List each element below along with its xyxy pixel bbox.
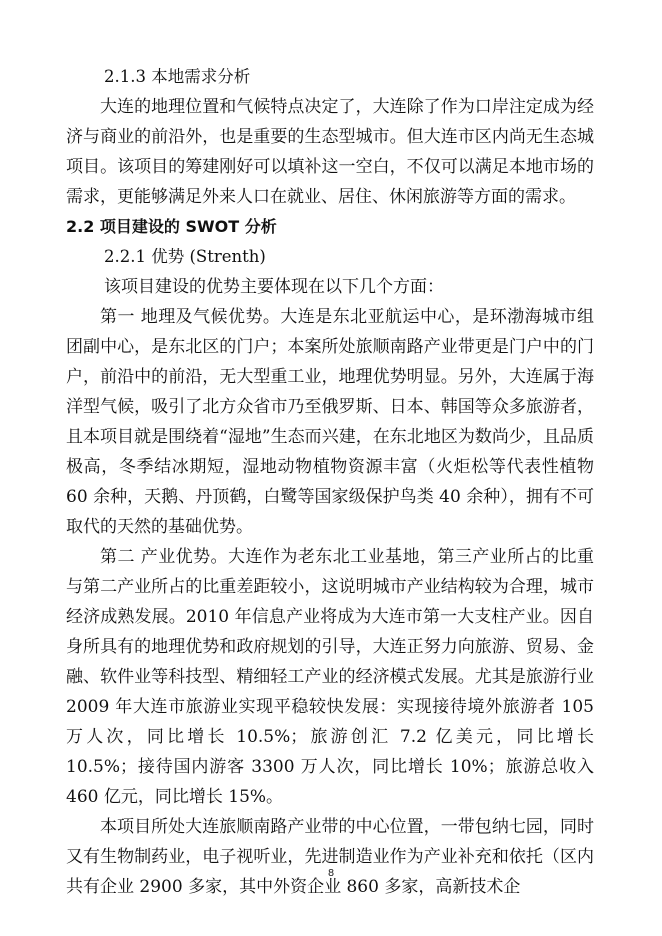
industry-paragraph: 第二 产业优势。大连作为老东北工业基地，第三产业所占的比重与第二产业所占的比重差距较小，这说明城市产业结构较为合理，城市经济成熟发展。2010 年信息产业将成为大连市第一大支柱产业。因自身所具有的地理优势和政府规划的引导，大连正努力向旅游、贸易、金融、软件业等科技型、精细轻工产业的经济模式发展。尤其是旅游行业 2009 年大连市旅游业实现平稳较快发展：实现接待境外旅游者 105 万人次，同比增长 10.5%；旅游创汇 7.2 亿美元，同比增长 10.5%；接待国内游客 3300 万人次，同比增长 10%；旅游总收入 460 亿元，同比增长 15%。 (66, 547, 594, 807)
local-demand-paragraph: 大连的地理位置和气候特点决定了，大连除了作为口岸注定成为经济与商业的前沿外，也是重要的生态型城市。但大连市区内尚无生态城项目。该项目的筹建刚好可以填补这一空白，不仅可以满足本地市场的需求，更能够满足外来人口在就业、居住、休闲旅游等方面的需求。 (66, 97, 594, 207)
page-content (66, 62, 594, 902)
geography-climate-paragraph: 第一 地理及气候优势。大连是东北亚航运中心，是环渤海城市组团副中心，是东北区的门户；本案所处旅顺南路产业带更是门户中的门户，前沿中的前沿，无大型重工业，地理优势明显。另外，大连属于海洋型气候，吸引了北方众省市乃至俄罗斯、日本、韩国等众多旅游者，且本项目就是围绕着“湿地”生态而兴建，在东北地区为数尚少，且品质极高，冬季结冰期短，湿地动物植物资源丰富（火炬松等代表性植物 60 余种，天鹅、丹顶鹤，白鹭等国家级保护鸟类 40 余种），拥有不可取代的天然的基础优势。 (66, 307, 594, 537)
page-number: 8 (327, 868, 335, 879)
strengths-intro: 该项目建设的优势主要体现在以下几个方面： (104, 277, 444, 297)
section-heading-2-2-1: 2.2.1 优势 (Strenth) (104, 247, 266, 266)
section-heading-2-1-3: 2.1.3 本地需求分析 (104, 67, 251, 86)
location-paragraph: 本项目所处大连旅顺南路产业带的中心位置，一带包纳七园，同时又有生物制药业，电子视听业，先进制造业作为产业补充和依托（区内共有企业 2900 多家，其中外资企业 860 多家，高新技术企 (66, 817, 594, 897)
section-heading-2-2: 2.2 项目建设的 SWOT 分析 (66, 217, 277, 236)
